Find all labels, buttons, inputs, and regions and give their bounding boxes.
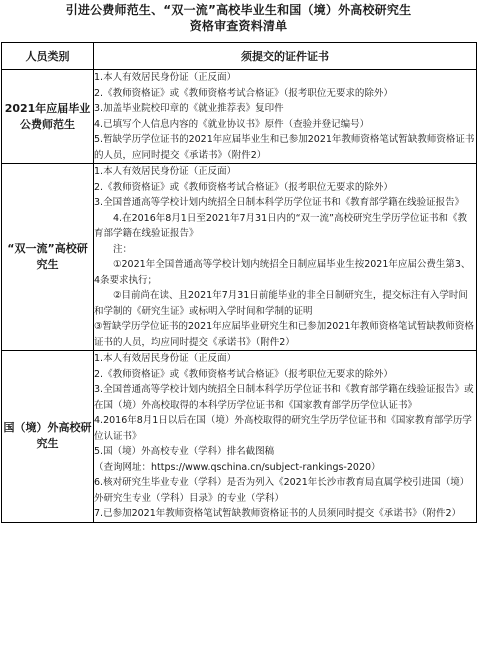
row-documents [94,164,477,351]
list-item: 4.已填写个人信息内容的《就业协议书》原件（查验并登记编号） [94,118,370,130]
header-category: 人员类别 [2,43,94,70]
list-item: 5.暂缺学历学位证书的2021年应届毕业生和已参加2021年教师资格笔试暂缺教师资格证书的人员，应同时提交《承诺书》（附件2） [94,134,475,161]
list-item: 2.《教师资格证》或《教师资格考试合格证》（报考职位无要求的除外） [94,181,393,193]
note-label: 注： [113,243,133,255]
table-header-row [2,43,477,70]
title-line-2: 资格审查资料清单 [189,19,288,33]
table-row [2,164,477,351]
list-item: 6.核对研究生毕业专业（学科）是否为列入《2021年长沙市教育局直属学校引进国（境）外研究生专业（学科）目录》的专业（学科） [94,477,470,504]
list-item: 4.2016年8月1日以后在国（境）外高校取得的研究生学历学位证书和《国家教育部学历学位认证书》 [94,415,472,442]
list-item: 3.全国普通高等学校计划内统招全日制本科学历学位证书和《教育部学籍在线验证报告》 [94,197,465,208]
table-row [2,351,477,523]
row-category-double-first-class: “双一流”高校研究生 [2,164,94,351]
title-line-1: 引进公费师范生、“双一流”高校毕业生和国（境）外高校研究生 [65,3,412,17]
list-item: 2.《教师资格证》或《教师资格考试合格证》（报考职位无要求的除外） [94,368,393,380]
row-documents [94,70,477,164]
note-item: ②目前尚在读、且2021年7月31日前能毕业的非全日制研究生，提交标注有入学时间和学制的《研究生证》或标明入学时间和学制的证明 [94,290,468,317]
list-item: 1.本人有效居民身份证（正反面） [94,72,237,83]
document-checklist-table [1,42,477,523]
list-item: 1.本人有效居民身份证（正反面） [94,353,237,364]
document-title [0,0,477,40]
list-item: 2.《教师资格证》或《教师资格考试合格证》（报考职位无要求的除外） [94,87,393,99]
note-item: ③暂缺学历学位证书的2021年应届毕业研究生和已参加2021年教师资格笔试暂缺教师资格证书的人员，均应同时提交《承诺书》（附件2） [94,321,474,348]
table-row [2,70,477,164]
list-item: 1.本人有效居民身份证（正反面） [94,166,237,177]
list-item: 7.已参加2021年教师资格笔试暂缺教师资格证书的人员须同时提交《承诺书》（附件2） [94,508,462,519]
list-item: 4.在2016年8月1日至2021年7月31日内的“双一流”高校研究生学历学位证书和《教育部学籍在线验证报告》 [94,212,467,239]
row-documents [94,351,477,523]
query-url-note: （查询网址：https://www.qschina.cn/subject-rankings-2020） [94,461,381,473]
row-category-overseas-graduates: 国（境）外高校研究生 [2,351,94,523]
header-documents: 须提交的证件证书 [94,43,477,70]
list-item: 5.国（境）外高校专业（学科）排名截图稿 [94,446,275,457]
row-category-fresh-graduates: 2021年应届毕业公费师范生 [2,70,94,164]
note-item: ①2021年全国普通高等学校计划内统招全日制应届毕业生按2021年应届公费生第3、4条要求执行； [94,259,471,286]
list-item: 3.加盖毕业院校印章的《就业推荐表》复印件 [94,103,284,114]
list-item: 3.全国普通高等学校计划内统招全日制本科学历学位证书和《教育部学籍在线验证报告》或在国（境）外高校取得的本科学历学位证书和《国家教育部学历学位认证书》 [94,384,474,411]
